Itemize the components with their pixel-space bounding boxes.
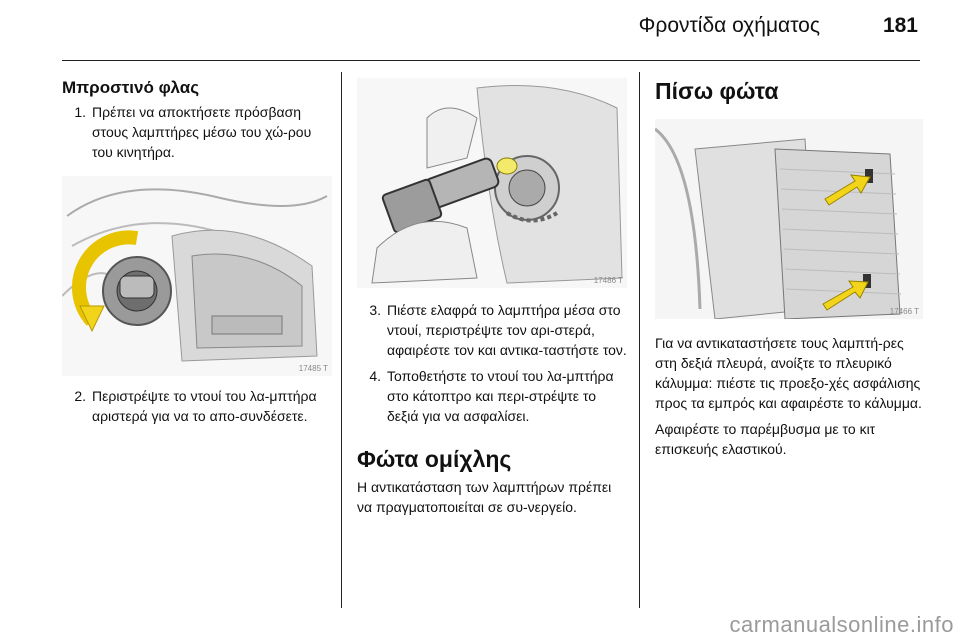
page-header-title: Φροντίδα οχήματος — [638, 14, 820, 37]
column-bulb-replace — [357, 78, 627, 517]
step-4 — [357, 366, 627, 426]
page-number: 181 — [882, 14, 918, 37]
column-front-indicator — [62, 78, 332, 426]
side-cover-illustration — [655, 119, 923, 319]
figure-code: 17466 T — [889, 307, 919, 316]
step-text: Τοποθετήστε το ντουί του λα-μπτήρα στο κάτοπτρο και περι-στρέψτε το δεξιά για να ασφαλίσει. — [387, 368, 614, 424]
step-number: 1. — [74, 104, 86, 120]
rear-lights-text-2: Αφαιρέστε το παρέμβυσμα με το κιτ επισκευής ελαστικού. — [655, 421, 876, 457]
step-text: Πρέπει να αποκτήσετε πρόσβαση στους λαμπτήρες μέσω του χώ-ρου του κινητήρα. — [92, 104, 312, 160]
section-heading-rear-lights: Πίσω φώτα — [655, 78, 779, 104]
step-number: 4. — [369, 368, 381, 384]
step-text: Πιέστε ελαφρά το λαμπτήρα μέσα στο ντουί, περιστρέψτε τον αρι-στερά, αφαιρέστε τον και αντικα-ταστήστε τον. — [387, 302, 627, 358]
figure-code: 17486 T — [593, 276, 623, 285]
figure-bulb-holder-rotate — [62, 176, 332, 376]
watermark: carmanualsonline.info — [729, 612, 954, 637]
step-text: Περιστρέψτε το ντουί του λα-μπτήρα αριστερά για να το απο-συνδέσετε. — [92, 388, 317, 424]
bulb-holder-illustration — [62, 176, 332, 376]
step-3 — [357, 300, 627, 360]
bulb-removal-illustration — [357, 78, 627, 288]
figure-side-cover — [655, 119, 923, 319]
header-divider — [62, 60, 920, 61]
column-divider-1 — [341, 72, 342, 608]
figure-code: 17485 T — [298, 364, 328, 373]
step-number: 3. — [369, 302, 381, 318]
rear-lights-text-1: Για να αντικαταστήσετε τους λαμπτή-ρες στη δεξιά πλευρά, ανοίξτε το πλευρικό κάλυμμα: πιέστε τις προεξο-χές ασφάλισης προς τα εμπρός και αφαιρέστε το κάλυμμα. — [655, 335, 922, 411]
step-2 — [62, 386, 332, 426]
column-rear-lights — [655, 78, 923, 459]
section-heading-fog-lights: Φώτα ομίχλης — [357, 446, 512, 472]
figure-bulb-removal — [357, 78, 627, 288]
fog-lights-text: Η αντικατάσταση των λαμπτήρων πρέπει να πραγματοποιείται σε συ-νεργείο. — [357, 479, 612, 515]
step-number: 2. — [74, 388, 86, 404]
section-heading-front-indicator: Μπροστινό φλας — [62, 78, 200, 97]
column-divider-2 — [639, 72, 640, 608]
step-1 — [62, 102, 332, 162]
